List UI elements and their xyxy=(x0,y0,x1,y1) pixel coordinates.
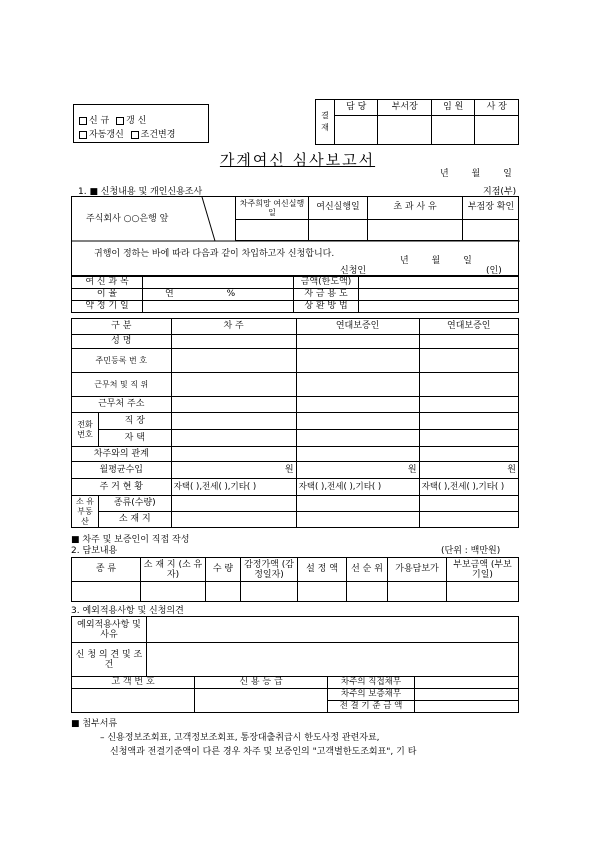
note-line: ■ 차주 및 보증인이 직접 작성 xyxy=(71,535,190,545)
head-col: 차주희망 여신실행일 xyxy=(236,197,309,219)
input-cell[interactable] xyxy=(147,643,519,677)
input-cell[interactable] xyxy=(296,335,419,349)
customer-number-value[interactable] xyxy=(72,689,195,713)
addressee: 주식회사 ○○은행 앞 xyxy=(86,214,169,224)
row-label: 예외적용사항 및 사유 xyxy=(72,617,147,643)
customer-table xyxy=(71,676,519,713)
input-cell[interactable] xyxy=(447,582,519,602)
credit-grade-label: 신 용 등 급 xyxy=(195,677,328,689)
input-cell[interactable] xyxy=(296,512,419,528)
row-label: 근무처 및 직 위 xyxy=(72,373,172,397)
person-header: 연대보증인 xyxy=(296,319,419,335)
request-text: 귀행이 정하는 바에 따라 다음과 같이 차입하고자 신청합니다. xyxy=(94,249,335,259)
checkbox-auto-renew[interactable]: 자동갱신 xyxy=(79,130,124,140)
rate-label: 이 율 xyxy=(72,289,143,301)
row-label: 종류(수량) xyxy=(99,496,172,512)
row-label: 주 거 현 황 xyxy=(72,479,172,496)
income-cell[interactable]: 원 xyxy=(171,462,296,479)
date-line: 년 월 일 xyxy=(440,169,512,179)
input-cell[interactable] xyxy=(415,677,519,689)
input-cell[interactable] xyxy=(309,219,368,240)
seal-label: (인) xyxy=(486,266,502,276)
loan-subject-value[interactable] xyxy=(143,277,294,289)
section1-heading: 1. ■ 신청내용 및 개인신용조사 xyxy=(78,187,203,197)
input-cell[interactable] xyxy=(171,397,296,413)
row-label: 직 장 xyxy=(99,413,172,430)
collateral-col: 종 류 xyxy=(72,558,141,582)
repay-value[interactable] xyxy=(359,301,519,313)
head-col: 초 과 사 유 xyxy=(368,197,463,219)
row-label: 소 재 지 xyxy=(99,512,172,528)
approval-header: 임 원 xyxy=(432,100,475,116)
input-cell[interactable] xyxy=(147,617,519,643)
person-header: 차 주 xyxy=(171,319,296,335)
collateral-col: 소 재 지 (소 유 자) xyxy=(141,558,206,582)
collateral-col: 수 량 xyxy=(206,558,241,582)
collateral-col: 부보금액 (부보기일) xyxy=(447,558,519,582)
approval-cell[interactable] xyxy=(378,116,432,145)
opinion-table xyxy=(71,616,519,677)
person-table xyxy=(71,318,519,528)
collateral-col: 설 정 액 xyxy=(298,558,347,582)
approval-header: 부서장 xyxy=(378,100,432,116)
head-col: 여신실행일 xyxy=(309,197,368,219)
rate-value[interactable] xyxy=(143,289,294,301)
rate-unit: 연 xyxy=(165,289,174,299)
input-cell[interactable] xyxy=(296,413,419,430)
input-cell[interactable] xyxy=(236,219,309,240)
input-cell[interactable] xyxy=(171,349,296,373)
input-cell[interactable] xyxy=(171,512,296,528)
checkbox-new[interactable]: 신 규 xyxy=(79,116,109,126)
request-date: 년 월 일 xyxy=(400,256,472,266)
approval-header: 담 당 xyxy=(335,100,378,116)
amount-value[interactable] xyxy=(359,277,519,289)
input-cell[interactable] xyxy=(415,689,519,701)
collateral-col: 선 순 위 xyxy=(347,558,388,582)
approval-header: 사 장 xyxy=(475,100,519,116)
loan-subject-label: 여 신 과 목 xyxy=(72,277,143,289)
input-cell[interactable] xyxy=(171,413,296,430)
input-cell[interactable] xyxy=(296,349,419,373)
input-cell[interactable] xyxy=(419,496,518,512)
attachments-line1: – 신용정보조회표, 고객정보조회표, 통장대출취급시 한도사정 관련자료, xyxy=(100,733,380,743)
input-cell[interactable] xyxy=(171,496,296,512)
input-cell[interactable] xyxy=(296,430,419,447)
checkbox-condition-change[interactable]: 조건변경 xyxy=(131,130,176,140)
input-cell[interactable] xyxy=(296,373,419,397)
input-cell[interactable] xyxy=(419,335,518,349)
input-cell[interactable] xyxy=(388,582,447,602)
credit-grade-value[interactable] xyxy=(195,689,328,713)
row-label: 신 청 의 견 및 조 건 xyxy=(72,643,147,677)
branch-label: 지점(부) xyxy=(483,187,517,197)
approval-side-label: 결 재 xyxy=(316,100,335,145)
housing-cell[interactable]: 자택( ),전세( ),기타( ) xyxy=(296,479,419,496)
term-value[interactable] xyxy=(143,301,294,313)
request-section xyxy=(71,196,519,276)
realty-label: 소 유 부동산 xyxy=(72,496,99,528)
debt-label: 차주의 보증채무 xyxy=(328,689,415,701)
income-cell[interactable]: 원 xyxy=(296,462,419,479)
repay-label: 상 환 방 법 xyxy=(294,301,359,313)
input-cell[interactable] xyxy=(298,582,347,602)
section3-heading: 3. 예외적용사항 및 신청의견 xyxy=(71,606,184,616)
input-cell[interactable] xyxy=(171,373,296,397)
checkbox-renew[interactable]: 갱 신 xyxy=(116,116,146,126)
request-type-box xyxy=(73,104,209,143)
housing-cell[interactable]: 자택( ),전세( ),기타( ) xyxy=(419,479,518,496)
input-cell[interactable] xyxy=(419,349,518,373)
input-cell[interactable] xyxy=(463,219,520,240)
debt-label: 전 결 기 준 금 액 xyxy=(328,701,415,713)
person-header: 연대보증인 xyxy=(419,319,518,335)
input-cell[interactable] xyxy=(415,701,519,713)
row-label: 월평균수입 xyxy=(72,462,172,479)
collateral-col: 감정가액 (감정일자) xyxy=(241,558,298,582)
approval-cell[interactable] xyxy=(475,116,519,145)
head-col: 부점장 확인 xyxy=(463,197,520,219)
input-cell[interactable] xyxy=(296,397,419,413)
input-cell[interactable] xyxy=(141,582,206,602)
approval-cell[interactable] xyxy=(432,116,475,145)
row-label: 성 명 xyxy=(72,335,172,349)
input-cell[interactable] xyxy=(171,430,296,447)
section2-unit: (단위 : 백만원) xyxy=(441,546,501,556)
input-cell[interactable] xyxy=(419,512,518,528)
input-cell[interactable] xyxy=(419,447,518,462)
use-value[interactable] xyxy=(359,289,519,301)
input-cell[interactable] xyxy=(296,496,419,512)
row-label: 차주와의 관계 xyxy=(72,447,172,462)
phone-label: 전화 번호 xyxy=(72,413,99,447)
approval-table xyxy=(315,99,519,145)
collateral-table xyxy=(71,557,519,602)
input-cell[interactable] xyxy=(347,582,388,602)
section2-heading: 2. 담보내용 xyxy=(71,546,118,556)
page-title: 가계여신 심사보고서 xyxy=(219,151,376,169)
input-cell[interactable] xyxy=(171,335,296,349)
income-cell[interactable]: 원 xyxy=(419,462,518,479)
customer-number-label: 고 객 번 호 xyxy=(72,677,195,689)
amount-label: 금액(한도액) xyxy=(294,277,359,289)
loan-table xyxy=(71,276,519,313)
person-header: 구 분 xyxy=(72,319,172,335)
percent-sign: % xyxy=(226,289,236,299)
input-cell[interactable] xyxy=(206,582,241,602)
input-cell[interactable] xyxy=(419,373,518,397)
input-cell[interactable] xyxy=(419,397,518,413)
approval-cell[interactable] xyxy=(335,116,378,145)
collateral-col: 가용담보가 xyxy=(388,558,447,582)
applicant-label: 신청인 xyxy=(340,266,367,276)
row-label: 자 택 xyxy=(99,430,172,447)
term-label: 약 정 기 일 xyxy=(72,301,143,313)
debt-label: 차주의 직접채무 xyxy=(328,677,415,689)
attachments-line2: 신청액과 전결기준액이 다른 경우 차주 및 보증인의 "고객별한도조회표", 기 타 xyxy=(110,747,417,757)
input-cell[interactable] xyxy=(419,413,518,430)
attachments-heading: ■ 첨부서류 xyxy=(71,719,118,729)
row-label: 근무처 주소 xyxy=(72,397,172,413)
input-cell[interactable] xyxy=(72,582,141,602)
input-cell[interactable] xyxy=(296,447,419,462)
input-cell[interactable] xyxy=(419,430,518,447)
input-cell[interactable] xyxy=(368,219,463,240)
use-label: 자 금 용 도 xyxy=(294,289,359,301)
housing-cell[interactable]: 자택( ),전세( ),기타( ) xyxy=(171,479,296,496)
input-cell[interactable] xyxy=(171,447,296,462)
input-cell[interactable] xyxy=(241,582,298,602)
row-label: 주민등록 번 호 xyxy=(72,349,172,373)
